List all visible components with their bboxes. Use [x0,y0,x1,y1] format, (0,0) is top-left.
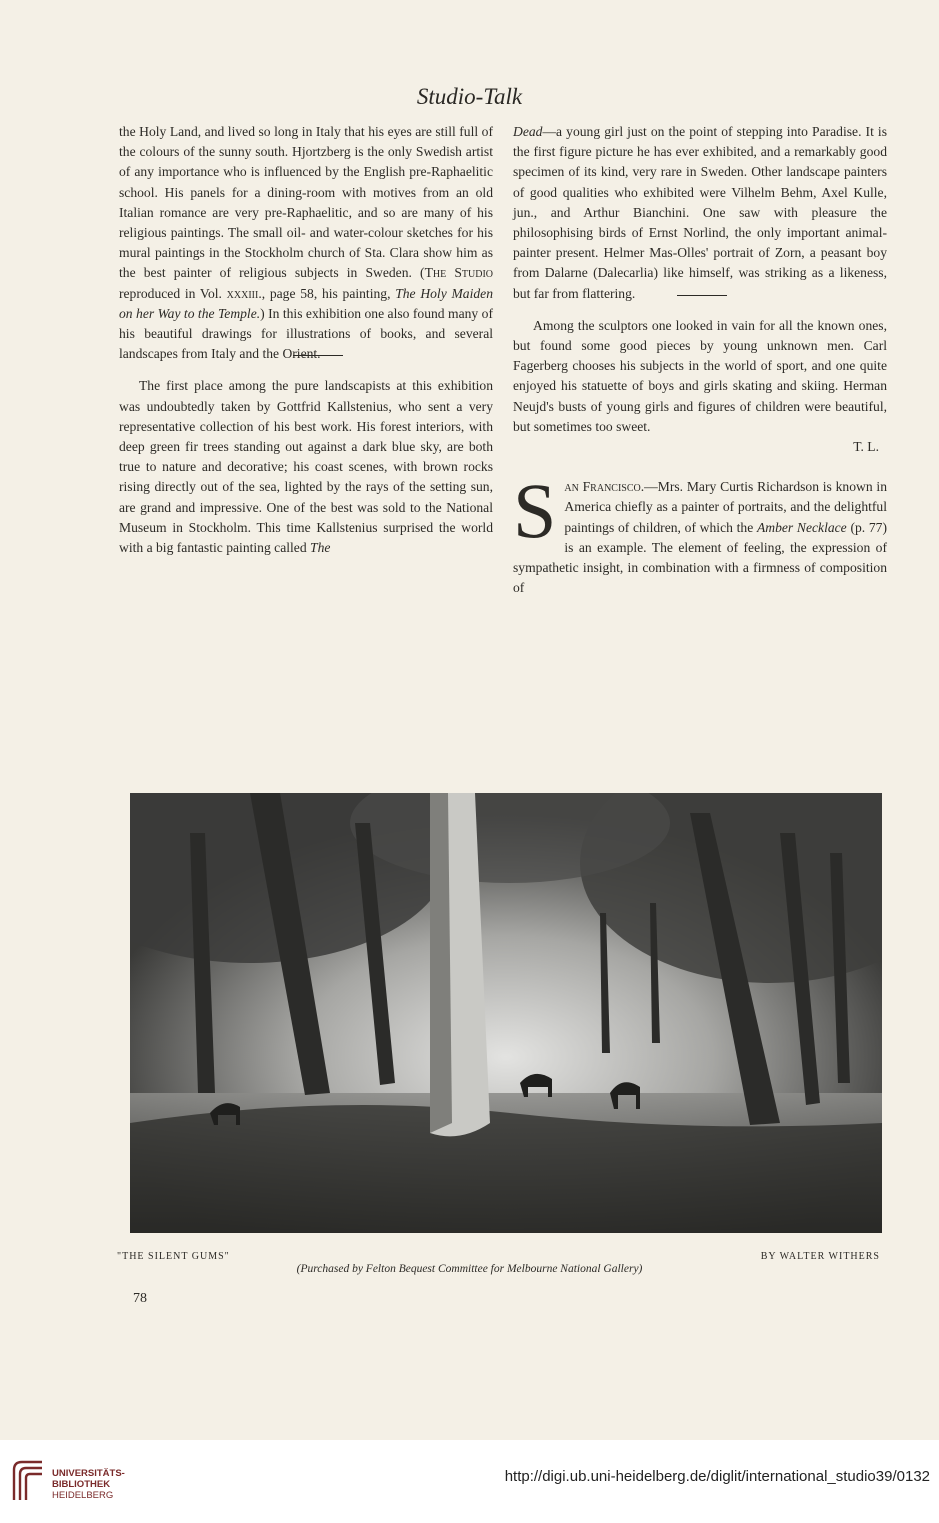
right-paragraph-2: Among the sculptors one looked in vain for all the known ones, but found some good pieces by young unknown men. Carl Fagerberg chooses his subjects in the world of sport, and one quite enjoyed his statuette of boys and girls skating and skiing. Herman Neujd's busts of young girls and figures of children were beautiful, but sometimes too sweet. [513,317,887,434]
section-rule [677,295,727,296]
section-place: an Francisco. [564,479,645,495]
plate-credit: (Purchased by Felton Bequest Committee for Melbourne National Gallery) [296,1263,643,1275]
digitization-footer [0,1440,939,1523]
plate-title: "THE SILENT GUMS" [117,1251,230,1262]
plate-caption [117,1251,880,1262]
right-column [513,122,887,598]
library-logo-icon [8,1458,48,1502]
plate-artist: BY WALTER WITHERS [760,1251,880,1262]
right-paragraph-1: Dead—a young girl just on the point of stepping into Paradise. It is the first figure picture he has ever exhibited, and a remarkably good specimen of its kind, very rare in Sweden. Other landscape painters of good qualities who exhibited were Vilhelm Behm, Axel Kulle, jun., and Arthur Bianchini. One saw with pleasure the philosophising birds of Ernst Norlind, the only important animal-painter present. Helmer Mas-Olles' portrait of Zorn, a peasant boy from Dalarne (Dalecarlia) like himself, was striking as a likeness, but far from flattering. [513,124,887,301]
signature-line [513,437,887,457]
author-signature: T. L. [853,439,879,455]
left-paragraph-1: the Holy Land, and lived so long in Italy that his eyes are still full of the colours of the sunny south. Hjortzberg is the only Swedish artist of any importance who is influenced by the English pre-Raphaelitic school. His panels for a dining-room with motives from an old Italian romance are very pre-Raphaelitic, and so are many of his religious paintings. The small oil- and water-colour sketches for his mural paintings in the Stockholm church of Sta. Clara show him as the best painter of religious subjects in Sweden. (The Studio reproduced in Vol. xxxiii., page 58, his painting, The Holy Maiden on her Way to the Temple.) In this exhibition one also found many of his beautiful drawings for illustrations of books, and several landscapes from Italy and the Orient. [119,124,493,362]
painting-plate [130,793,882,1233]
right-paragraph-3: San Francisco.—Mrs. Mary Curtis Richardson is known in America chiefly as a painter of portraits, and the delightful paintings of children, of which the Amber Necklace (p. 77) is an example. The element of feeling, the expression of sympathetic insight, in combination with a firmness of composition of [513,467,888,596]
source-url-link[interactable]: http://digi.ub.uni-heidelberg.de/diglit/international_studio39/0132 [504,1468,930,1485]
running-head: Studio-Talk [416,84,523,109]
drop-cap: S [513,467,557,555]
forest-painting-image [130,793,882,1233]
left-paragraph-2: The first place among the pure landscapists at this exhibition was undoubtedly taken by Gottfrid Kallstenius, who sent a very representative collection of his best work. His forest interiors, with deep green fir trees standing out against a dark blue sky, are both true to nature and decorative; his coast scenes, with brown rocks rising directly out of the sea, lighted by the rays of the setting sun, are grand and impressive. One of the best was sold to the National Museum in Stockholm. This time Kallstenius surprised the world with a big fantastic painting called The [119,378,493,556]
page-number: 78 [133,1291,147,1306]
library-name: UNIVERSITÄTS- BIBLIOTHEK HEIDELBERG [52,1468,125,1501]
left-column [119,122,493,558]
